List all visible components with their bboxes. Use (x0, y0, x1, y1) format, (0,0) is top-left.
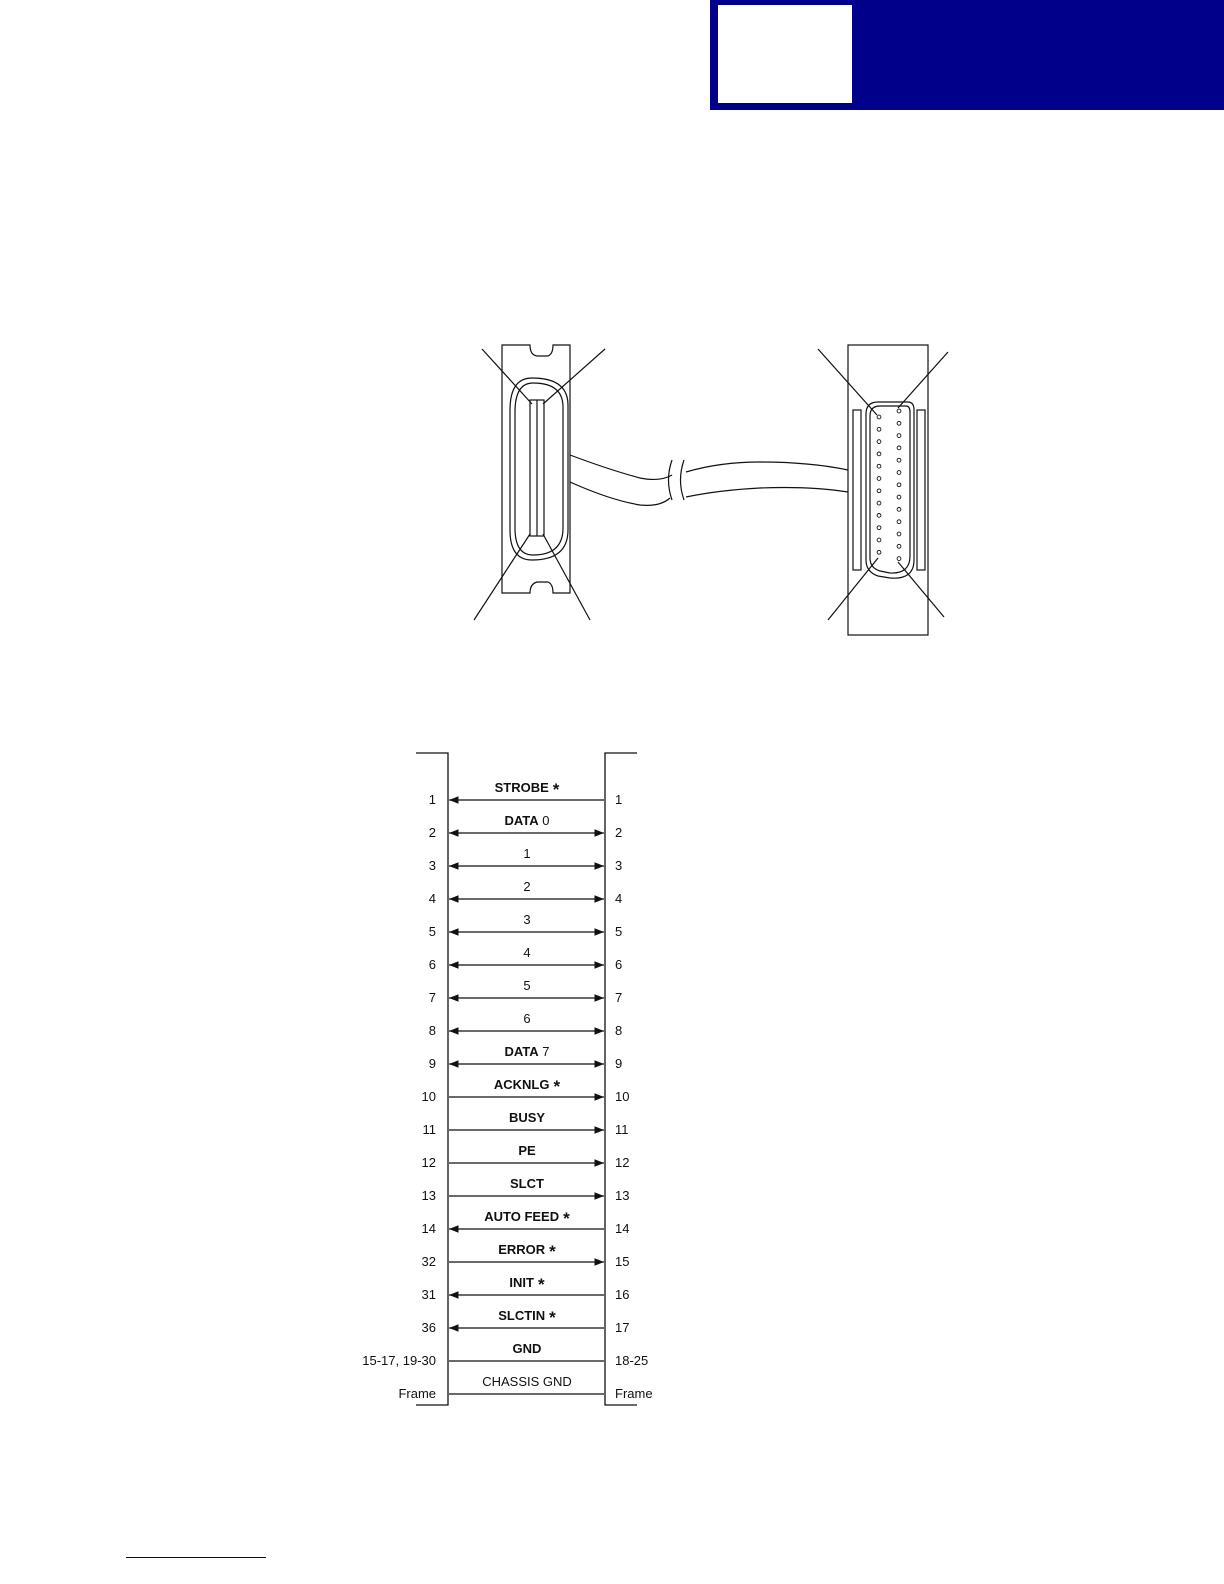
wire-row (422, 1275, 630, 1302)
right-pin-number: 17 (615, 1320, 630, 1335)
signal-number: 7 (538, 1044, 550, 1059)
signal-label (523, 1011, 530, 1026)
left-pin-number: 11 (422, 1122, 436, 1137)
active-low-star: * (537, 1275, 545, 1294)
wire-row (423, 1110, 629, 1137)
right-pin-number: Frame (615, 1386, 653, 1401)
signal-label (484, 1209, 570, 1228)
right-pin-number: 2 (615, 825, 623, 840)
wire-row (429, 1011, 622, 1038)
left-pin-number: 7 (428, 990, 436, 1005)
signal-number: 6 (523, 1011, 531, 1026)
signal-number: 4 (523, 945, 531, 960)
left-pin-number: 31 (421, 1287, 436, 1302)
right-pin-number: 18-25 (615, 1353, 649, 1368)
active-low-star: * (552, 780, 560, 799)
right-pin-number: 14 (615, 1221, 630, 1236)
signal-name: INIT (509, 1275, 534, 1290)
signal-label (498, 1242, 556, 1261)
signal-label (510, 1176, 544, 1191)
signal-label (523, 846, 530, 861)
left-pin-number: Frame (398, 1386, 436, 1401)
signal-label (509, 1110, 545, 1125)
signal-name: SLCT (510, 1176, 544, 1191)
wire-row (429, 846, 622, 873)
signal-name: PE (518, 1143, 536, 1158)
right-pin-number: 3 (615, 858, 623, 873)
wire-row (422, 1209, 630, 1236)
signal-name: SLCTIN (498, 1308, 546, 1323)
signal-name: DATA (504, 1044, 539, 1059)
signal-label (504, 813, 549, 828)
left-pin-number: 15-17, 19-30 (362, 1353, 436, 1368)
wire-row (422, 1308, 630, 1335)
signal-label (482, 1374, 572, 1389)
right-pin-number: 4 (615, 891, 623, 906)
signal-label (523, 945, 530, 960)
left-pin-number: 4 (428, 891, 436, 906)
signal-number: 2 (523, 879, 531, 894)
wire-row (422, 1143, 630, 1170)
right-pin-number: 13 (615, 1188, 630, 1203)
signal-label (518, 1143, 536, 1158)
right-pin-number: 6 (615, 957, 623, 972)
right-pin-number: 15 (615, 1254, 630, 1269)
active-low-star: * (553, 1077, 561, 1096)
right-pin-number: 9 (615, 1056, 623, 1071)
left-pin-number: 12 (421, 1155, 436, 1170)
right-pin-number: 12 (615, 1155, 630, 1170)
signal-number: CHASSIS GND (482, 1374, 572, 1389)
signal-name: BUSY (508, 1110, 546, 1125)
left-connector-bracket (416, 753, 448, 1405)
left-pin-number: 3 (428, 858, 436, 873)
footer-rule (126, 1557, 266, 1558)
active-low-star: * (549, 1308, 556, 1327)
active-low-star: * (549, 1242, 556, 1261)
right-connector-bracket (605, 753, 637, 1405)
wire-row (422, 1176, 630, 1203)
right-pin-number: 1 (615, 792, 623, 807)
signal-number: 3 (523, 912, 531, 927)
right-pin-number: 8 (615, 1023, 623, 1038)
signal-number: 0 (538, 813, 550, 828)
right-pin-number: 7 (615, 990, 623, 1005)
right-pin-number: 10 (615, 1089, 630, 1104)
signal-name: ERROR (498, 1242, 546, 1257)
left-pin-number: 13 (421, 1188, 436, 1203)
signal-name: STROBE (494, 780, 549, 795)
left-pin-number: 1 (428, 792, 436, 807)
signal-label (523, 879, 530, 894)
left-pin-number: 2 (428, 825, 436, 840)
wire-row (429, 945, 622, 972)
signal-label (498, 1308, 556, 1327)
signal-name: AUTO FEED (484, 1209, 560, 1224)
left-pin-number: 8 (428, 1023, 436, 1038)
left-pin-number: 5 (428, 924, 436, 939)
signal-label (504, 1044, 549, 1059)
left-pin-number: 14 (421, 1221, 436, 1236)
active-low-star: * (563, 1209, 570, 1228)
signal-number: 1 (523, 846, 531, 861)
wire-row (398, 1374, 652, 1401)
left-pin-number: 36 (421, 1320, 436, 1335)
left-pin-number: 32 (421, 1254, 436, 1269)
signal-label (513, 1341, 542, 1356)
wire-row (422, 1077, 630, 1104)
right-pin-number: 16 (615, 1287, 630, 1302)
signal-label (495, 780, 560, 799)
signal-name: GND (512, 1341, 542, 1356)
signal-label (523, 912, 530, 927)
wire-row (429, 912, 622, 939)
right-pin-number: 5 (615, 924, 623, 939)
wire-row (422, 1242, 630, 1269)
signal-label (523, 978, 530, 993)
signal-label (494, 1077, 561, 1096)
wire-row (429, 879, 622, 906)
left-pin-number: 9 (428, 1056, 436, 1071)
wire-row (429, 1044, 622, 1071)
signal-name: ACKNLG (493, 1077, 550, 1092)
signal-number: 5 (523, 978, 531, 993)
left-pin-number: 6 (428, 957, 436, 972)
wire-row (429, 813, 622, 840)
signal-name: DATA (504, 813, 539, 828)
wire-row (429, 978, 622, 1005)
wire-row (429, 780, 622, 807)
right-pin-number: 11 (615, 1122, 629, 1137)
signal-label (509, 1275, 545, 1294)
left-pin-number: 10 (421, 1089, 436, 1104)
